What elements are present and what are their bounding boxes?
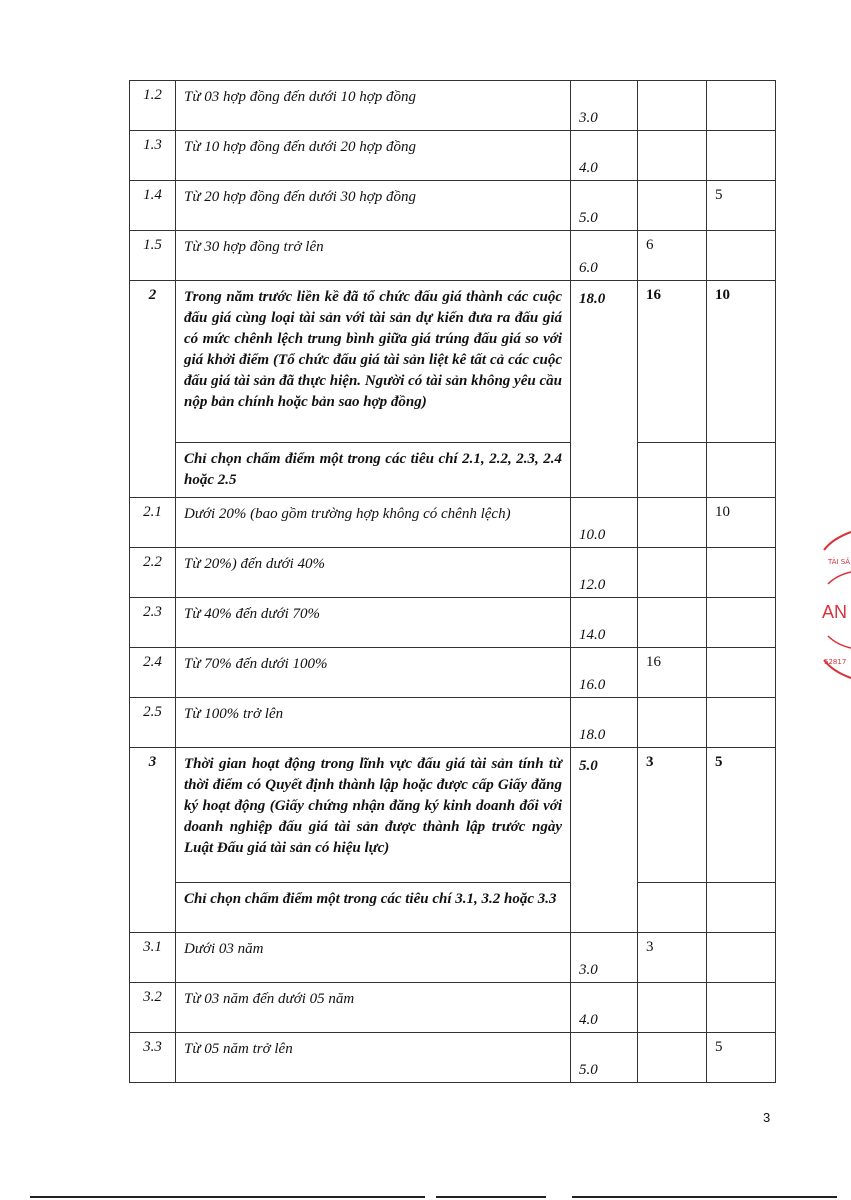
score-1: 6 [638, 231, 707, 281]
score-2 [707, 231, 776, 281]
footer-rule-middle [436, 1196, 546, 1198]
score-1: 16 [638, 648, 707, 698]
table-row [130, 131, 776, 181]
table-row [130, 748, 776, 883]
table-row [130, 498, 776, 548]
criterion-id: 3.3 [130, 1033, 176, 1083]
score-2 [707, 598, 776, 648]
criterion-description: Từ 70% đến dưới 100% [176, 648, 571, 698]
criterion-description: Dưới 03 năm [176, 933, 571, 983]
criterion-description: Từ 30 hợp đồng trở lên [176, 231, 571, 281]
score-2 [707, 698, 776, 748]
score-2 [707, 443, 776, 498]
table-row [130, 933, 776, 983]
criterion-id: 2.1 [130, 498, 176, 548]
score-2 [707, 983, 776, 1033]
score-2 [707, 883, 776, 933]
table-row [130, 231, 776, 281]
score-1 [638, 598, 707, 648]
criterion-id: 2.3 [130, 598, 176, 648]
table-row [130, 281, 776, 443]
criterion-description: Dưới 20% (bao gồm trường hợp không có chênh lệch) [176, 498, 571, 548]
table-row [130, 883, 776, 933]
score-1 [638, 548, 707, 598]
criterion-id: 3.2 [130, 983, 176, 1033]
max-points: 3.0 [571, 933, 638, 983]
max-points: 5.0 [571, 1033, 638, 1083]
max-points: 5.0 [571, 748, 638, 933]
score-2: 10 [707, 281, 776, 443]
criterion-note: Chỉ chọn chấm điểm một trong các tiêu chí 2.1, 2.2, 2.3, 2.4 hoặc 2.5 [176, 443, 571, 498]
score-1 [638, 443, 707, 498]
score-1 [638, 181, 707, 231]
score-1 [638, 81, 707, 131]
table-row [130, 1033, 776, 1083]
max-points: 18.0 [571, 281, 638, 498]
max-points: 3.0 [571, 81, 638, 131]
score-2 [707, 81, 776, 131]
score-1 [638, 983, 707, 1033]
score-1: 3 [638, 748, 707, 883]
max-points: 6.0 [571, 231, 638, 281]
criterion-id: 2.4 [130, 648, 176, 698]
criterion-id: 1.3 [130, 131, 176, 181]
max-points: 5.0 [571, 181, 638, 231]
criterion-description: Từ 20%) đến dưới 40% [176, 548, 571, 598]
criterion-description: Từ 03 hợp đồng đến dưới 10 hợp đồng [176, 81, 571, 131]
score-2: 5 [707, 748, 776, 883]
score-1: 3 [638, 933, 707, 983]
criterion-description: Từ 03 năm đến dưới 05 năm [176, 983, 571, 1033]
stamp-text-top: TÀI SẢ [828, 558, 851, 566]
score-2: 5 [707, 1033, 776, 1083]
score-2 [707, 548, 776, 598]
score-2: 10 [707, 498, 776, 548]
table-row [130, 698, 776, 748]
criterion-id: 2.5 [130, 698, 176, 748]
criterion-id: 2 [130, 281, 176, 498]
criterion-description: Từ 10 hợp đồng đến dưới 20 hợp đồng [176, 131, 571, 181]
score-1 [638, 1033, 707, 1083]
stamp-text-bottom: 52817 [824, 658, 847, 666]
criterion-id: 3.1 [130, 933, 176, 983]
criterion-description: Từ 05 năm trở lên [176, 1033, 571, 1083]
max-points: 14.0 [571, 598, 638, 648]
criterion-description: Thời gian hoạt động trong lĩnh vực đấu giá tài sản tính từ thời điểm có Quyết định thành lập hoặc được cấp Giấy đăng ký hoạt động (Giấy chứng nhận đăng ký kinh doanh đối với doanh nghiệp đấu giá tài sản được thành lập trước ngày Luật Đấu giá tài sản có hiệu lực) [176, 748, 571, 883]
stamp-text-mid: AN [822, 602, 848, 622]
criterion-description: Từ 100% trở lên [176, 698, 571, 748]
criterion-note: Chỉ chọn chấm điểm một trong các tiêu chí 3.1, 3.2 hoặc 3.3 [176, 883, 571, 933]
max-points: 18.0 [571, 698, 638, 748]
stamp-inner-arc-top [828, 572, 851, 584]
max-points: 12.0 [571, 548, 638, 598]
footer-rule-right [572, 1196, 837, 1198]
criterion-description: Trong năm trước liền kề đã tổ chức đấu giá thành các cuộc đấu giá cùng loại tài sản với tài sản dự kiến đưa ra đấu giá có mức chênh lệch trung bình giữa giá trúng đấu giá so với giá khởi điểm (Tổ chức đấu giá tài sản liệt kê tất cả các cuộc đấu giá tài sản đã thực hiện. Người có tài sản không yêu cầu nộp bản chính hoặc bản sao hợp đồng) [176, 281, 571, 443]
criterion-description: Từ 40% đến dưới 70% [176, 598, 571, 648]
page-number: 3 [763, 1110, 771, 1125]
stamp-arc-top [824, 532, 851, 550]
criterion-id: 1.4 [130, 181, 176, 231]
seal-stamp-fragment [812, 528, 851, 688]
score-2 [707, 933, 776, 983]
criterion-id: 1.5 [130, 231, 176, 281]
table-row [130, 443, 776, 498]
score-1 [638, 698, 707, 748]
table-row [130, 983, 776, 1033]
footer-rule-left [30, 1196, 425, 1198]
score-1 [638, 131, 707, 181]
criterion-description: Từ 20 hợp đồng đến dưới 30 hợp đồng [176, 181, 571, 231]
criterion-id: 3 [130, 748, 176, 933]
table-row [130, 598, 776, 648]
scoring-table [129, 80, 776, 1083]
table-row [130, 81, 776, 131]
score-1 [638, 883, 707, 933]
score-2 [707, 648, 776, 698]
stamp-inner-arc-bottom [828, 636, 851, 648]
criterion-id: 1.2 [130, 81, 176, 131]
criterion-id: 2.2 [130, 548, 176, 598]
score-2 [707, 131, 776, 181]
max-points: 16.0 [571, 648, 638, 698]
max-points: 4.0 [571, 131, 638, 181]
table-row [130, 181, 776, 231]
max-points: 4.0 [571, 983, 638, 1033]
table-row [130, 648, 776, 698]
score-2: 5 [707, 181, 776, 231]
score-1 [638, 498, 707, 548]
table-row [130, 548, 776, 598]
max-points: 10.0 [571, 498, 638, 548]
score-1: 16 [638, 281, 707, 443]
